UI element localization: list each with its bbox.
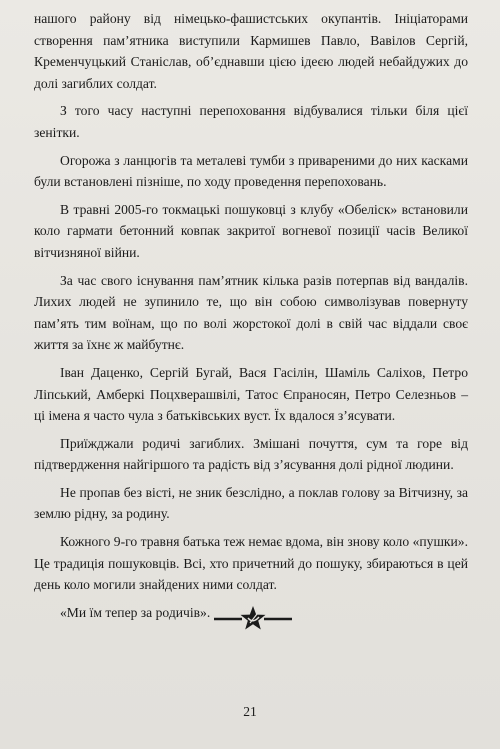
page-number: 21	[243, 704, 257, 719]
paragraph-9: Кожного 9-го травня батька теж немає вдома, він знову коло «пушки». Це традиція пошуковців. Всі, хто причетний до пошуку, збираються в цей день коло могили знайдених ними солдат.	[34, 534, 468, 593]
body-text	[34, 8, 468, 629]
paragraph-2: З того часу наступні перепоховання відбувалися тільки біля цієї зенітки.	[34, 103, 468, 140]
paragraph-6: Іван Даценко, Сергій Бугай, Вася Гасілін, Шаміль Саліхов, Петро Ліпський, Амберкі Поцхверашвілі, Татос Єпраносян, Петро Селезньов – ці імена я часто чула з батьківських вуст. Їх вдалося з’ясувати.	[34, 364, 468, 424]
closing-quote: «Ми їм тепер за родичів».	[60, 604, 211, 620]
paragraph-3: Огорожа з ланцюгів та металеві тумби з привареними до них касками були встановлені пізніше, по ходу проведення перепоховань.	[34, 152, 468, 190]
paragraph-7: Приїжджали родичі загиблих. Змішані почуття, сум та горе від підтвердження найгіршого та радість від з’ясування долі рідної людини.	[34, 435, 468, 473]
star-separator-icon	[212, 604, 294, 632]
paragraph-8: Не пропав без вісті, не зник безслідно, а поклав голову за Вітчизну, за землю рідну, за родину.	[34, 484, 468, 522]
paragraph-5: За час свого існування пам’ятник кілька разів потерпав від вандалів. Лихих людей не зупинило те, що він собою символізував повернуту пам’ять тим воїнам, що по волі жорстокої долі в свій час віддали своє життя за їхнє ж майбутнє.	[34, 272, 468, 353]
paragraph-1: нашого району від німецько-фашистських окупантів. Ініціаторами створення пам’ятника виступили Кармишев Павло, Вавілов Сергій, Кременчуцький Станіслав, об’єднавши цією ідеєю людей небайдужих до долі загиблих солдат.	[34, 11, 468, 91]
paragraph-4: В травні 2005-го токмацькі пошуковці з клубу «Обеліск» встановили коло гармати бетонний ковпак закритої вогневої позиції часів Великої вітчизняної війни.	[34, 201, 468, 260]
